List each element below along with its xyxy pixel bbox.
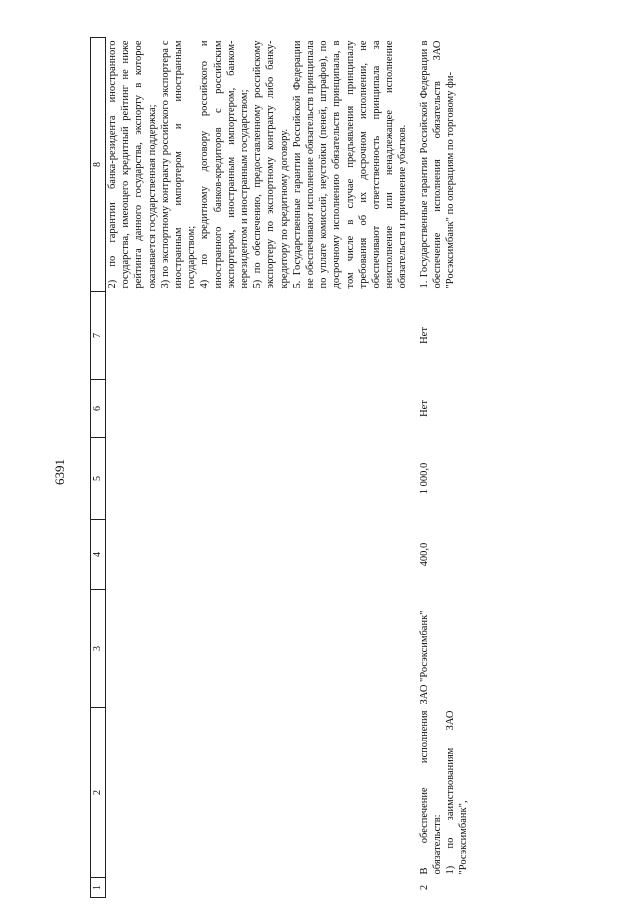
column-header-7: 7: [91, 292, 106, 380]
cell-col7: Нет: [418, 327, 430, 344]
cell-col6: Нет: [418, 400, 430, 417]
column-header-1: 1: [91, 878, 106, 898]
cell-amount-2: 1 000,0: [418, 462, 430, 495]
cell-row-number: 2: [418, 884, 430, 891]
column-header-8: 8: [91, 38, 106, 292]
column-number-header: [91, 38, 106, 898]
column-header-5: 5: [91, 438, 106, 520]
cell-principal: ЗАО "Росэксимбанк": [418, 610, 430, 705]
cell-conditions: 1. Государственные гарантии Российской Федерации в обеспечение исполнения обязательств ЗАО "Росэксимбанк" по операциям по торговому фи-: [418, 40, 457, 289]
column-header-6: 6: [91, 380, 106, 438]
table-row-continued: [106, 38, 410, 898]
data-table: [90, 37, 470, 898]
cell-conditions-continued: 2) по гарантии банка-резидента иностранного государства, имеющего кредитный рейтинг не ниже рейтинга данного государства, экспорту в которое оказывается государственная поддержка; 3) по экспортному контракту российского экспортера с иностранным импортером и иностранным государством; 4) по кредитному договору российского и иностранного банков-кредиторов с российским экспортером, иностранным импортером, банком-нерезидентом и иностранным государством; 5) по обеспечению, предоставленному российскому экспортеру по экспортному контракту либо банку-кредитору по кредитному договору. 5. Государственные гарантии Российской Федерации не обеспечивают исполнение обязательств принципала по уплате комиссий, неустойки (пеней, штрафов), по досрочному исполнению обязательств принципала, в том числе в случае предъявления принципалу требования об их досрочном исполнении, не обеспечивают ответственность принципала за неисполнение или ненадлежащее исполнение обязательств и причинение убытков.: [107, 40, 409, 289]
page-number: 6391: [52, 459, 67, 485]
cell-amount-1: 400,0: [418, 542, 430, 567]
column-header-2: 2: [91, 708, 106, 878]
column-header-3: 3: [91, 590, 106, 708]
cell-purpose: В обеспечение исполнения обязательств: 1) по заимствованиям ЗАО "Росэксимбанк",: [418, 710, 470, 875]
column-header-4: 4: [91, 520, 106, 590]
table-row: [418, 38, 471, 898]
rotated-table-area: [90, 38, 630, 898]
